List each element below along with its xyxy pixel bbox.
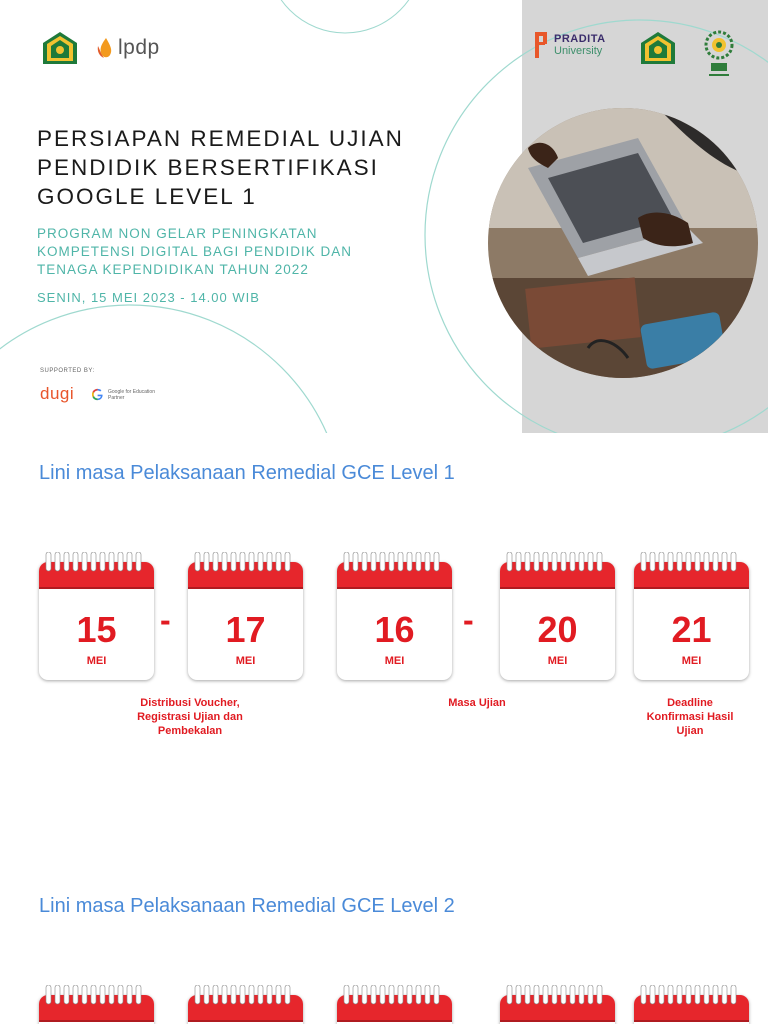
- lpdp-flame-icon: [96, 37, 116, 59]
- kemenag-logo-icon: [640, 31, 676, 65]
- pradita-mark-icon: [533, 30, 549, 60]
- calendar-level-2: [188, 985, 303, 1024]
- calendar-15-mei: [39, 552, 154, 680]
- event-line: Ujian: [676, 725, 704, 737]
- calendar-17-mei: [188, 552, 303, 680]
- title-line: PENDIDIK BERSERTIFIKASI: [37, 155, 379, 180]
- calendar-rings-icon: [500, 552, 615, 574]
- uin-logo-icon: [703, 30, 735, 78]
- event-line: Distribusi Voucher,: [140, 697, 240, 709]
- banner-title: [37, 124, 437, 211]
- banner-subtitle: [37, 225, 397, 279]
- calendar-16-mei: [337, 552, 452, 680]
- event-distribusi-voucher: [100, 696, 280, 738]
- calendar-month: MEI: [547, 655, 568, 667]
- gfe-line-2: Partner: [108, 394, 125, 401]
- subtitle-line: PROGRAM NON GELAR PENINGKATAN: [37, 226, 318, 241]
- calendar-21-mei: [634, 552, 749, 680]
- calendar-rings-icon: [500, 985, 615, 1007]
- calendar-level-2: [337, 985, 452, 1024]
- laptop-photo: [488, 108, 758, 378]
- kemenag-logo-icon: [42, 31, 78, 65]
- calendar-rings-icon: [39, 985, 154, 1007]
- google-for-education-logo: [91, 388, 155, 401]
- calendar-level-2: [500, 985, 615, 1024]
- pradita-logo: [533, 30, 606, 60]
- timeline-level-2-title: Lini masa Pelaksanaan Remedial GCE Level 2: [39, 895, 455, 917]
- calendar-day: 15: [76, 609, 117, 650]
- lpdp-text: lpdp: [118, 36, 160, 59]
- calendar-page: [634, 562, 749, 680]
- pradita-name: PRADITA: [554, 33, 606, 45]
- gfe-line-1: Google for Education: [108, 388, 155, 395]
- event-deadline-konfirmasi: [640, 696, 740, 738]
- calendar-rings-icon: [337, 552, 452, 574]
- lpdp-logo: [96, 36, 160, 60]
- event-line: Registrasi Ujian dan: [137, 711, 243, 723]
- calendar-day: 17: [225, 609, 266, 650]
- dugi-logo: dugi: [40, 384, 75, 403]
- calendar-month: MEI: [681, 655, 702, 667]
- calendar-page: [39, 562, 154, 680]
- subtitle-line: TENAGA KEPENDIDIKAN TAHUN 2022: [37, 262, 309, 277]
- calendar-rings-icon: [634, 552, 749, 574]
- calendar-rings-icon: [188, 552, 303, 574]
- calendar-rings-icon: [634, 985, 749, 1007]
- google-g-icon: [91, 388, 104, 401]
- calendar-day: 21: [671, 609, 712, 650]
- subtitle-line: KOMPETENSI DIGITAL BAGI PENDIDIK DAN: [37, 244, 353, 259]
- pradita-sub: University: [554, 45, 603, 57]
- calendar-page: [500, 562, 615, 680]
- calendar-page: [337, 562, 452, 680]
- calendar-month: MEI: [86, 655, 107, 667]
- supported-by-label: SUPPORTED BY:: [40, 368, 95, 374]
- event-line: Konfirmasi Hasil: [646, 711, 734, 723]
- title-line: GOOGLE LEVEL 1: [37, 184, 257, 209]
- calendar-level-2: [39, 985, 154, 1024]
- left-logos: [42, 31, 160, 65]
- range-dash: -: [160, 602, 171, 638]
- event-line: Pembekalan: [157, 725, 223, 737]
- timeline-level-1-title: Lini masa Pelaksanaan Remedial GCE Level 1: [39, 462, 455, 484]
- calendar-month: MEI: [235, 655, 256, 667]
- event-masa-ujian: [417, 696, 537, 710]
- calendar-month: MEI: [384, 655, 405, 667]
- calendar-day: 16: [374, 609, 415, 650]
- event-line: Deadline: [667, 697, 713, 709]
- event-banner: [0, 0, 768, 433]
- calendar-rings-icon: [39, 552, 154, 574]
- range-dash: -: [463, 602, 474, 638]
- calendar-rings-icon: [337, 985, 452, 1007]
- event-date: SENIN, 15 MEI 2023 - 14.00 WIB: [37, 290, 260, 305]
- title-line: PERSIAPAN REMEDIAL UJIAN: [37, 126, 404, 151]
- calendar-day: 20: [537, 609, 578, 650]
- calendar-20-mei: [500, 552, 615, 680]
- calendar-page: [188, 562, 303, 680]
- calendar-level-2: [634, 985, 749, 1024]
- calendar-rings-icon: [188, 985, 303, 1007]
- event-line: Masa Ujian: [448, 697, 506, 709]
- right-logos: [533, 30, 606, 60]
